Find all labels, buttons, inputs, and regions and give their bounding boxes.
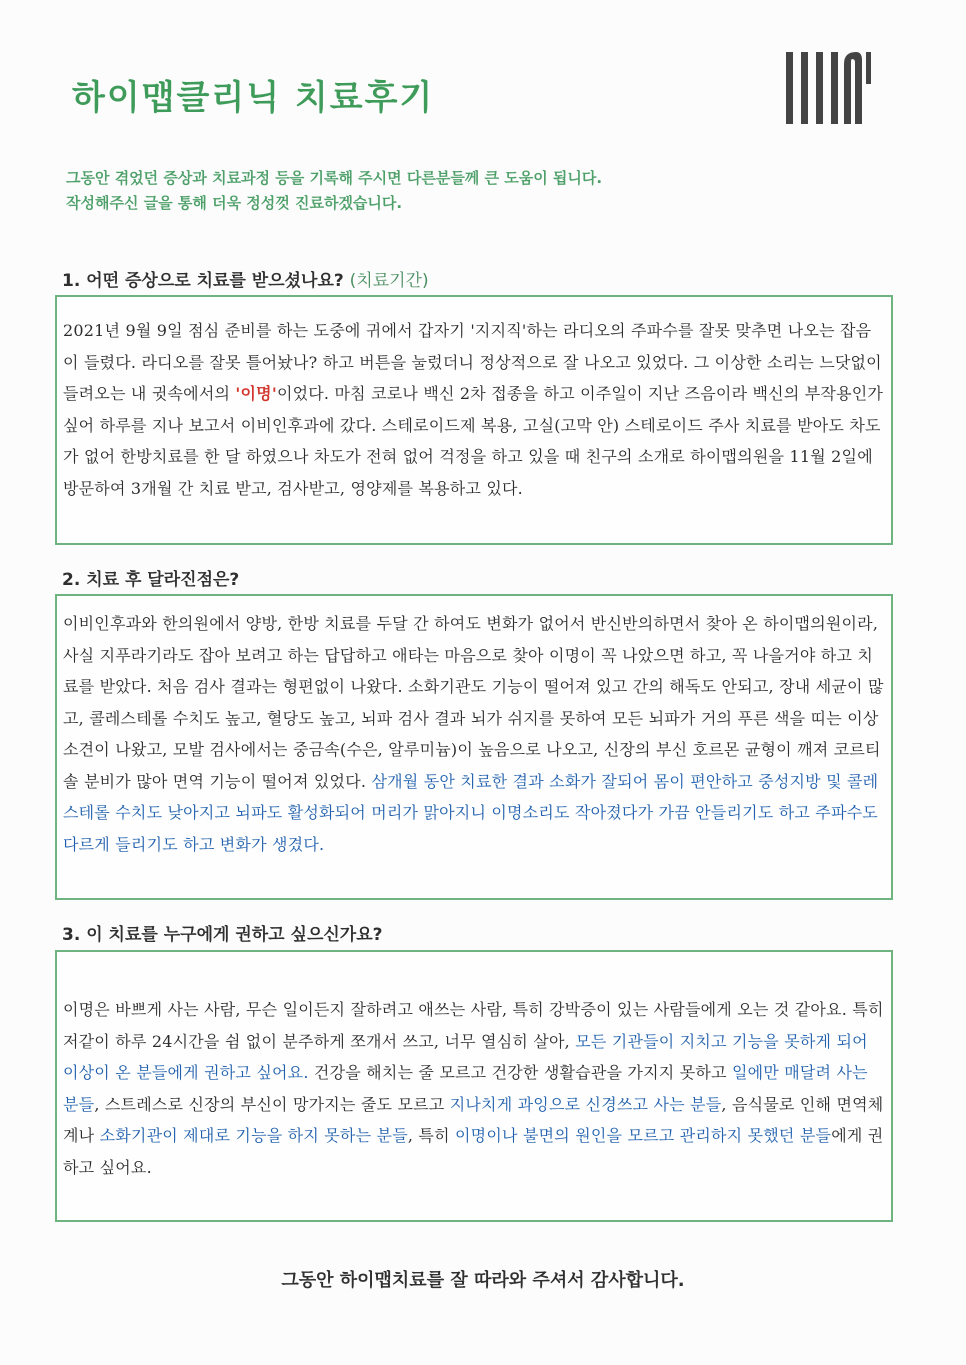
intro-text — [66, 166, 602, 216]
answer-3-box — [55, 950, 893, 1222]
answer-3-highlight: 지나치게 과잉으로 신경쓰고 사는 분들 — [449, 1094, 722, 1114]
question-1-label: 1. 어떤 증상으로 치료를 받으셨나요? — [62, 271, 344, 291]
answer-3-part: , 음식물로 인해 면역체계나 — [63, 1094, 884, 1145]
answer-1-part: 2021년 9월 9일 점심 준비를 하는 도중에 귀에서 갑자기 '지지직'하는 라디오의 주파수를 잘못 맞추면 나오는 잡음이 들렸다. 라디오를 잘못 틀어놨나? 하고 버튼을 눌렀더니 정상적으로 잘 나오고 있었다. 그 이상한 소리는 느닷없이 들려오는 내 귓속에서의 — [63, 321, 882, 403]
intro-line-1: 그동안 겪었던 증상과 치료과정 등을 기록해 주시면 다른분들께 큰 도움이 됩니다. — [66, 169, 603, 187]
himap-logo-icon — [782, 46, 872, 126]
answer-3-part: , 스트레스로 신장의 부신이 망가지는 줄도 모르고 — [94, 1094, 450, 1114]
question-2-title: 2. 치료 후 달라진점은? — [62, 570, 240, 590]
answer-3-highlight: 모든 기관들이 지치고 기능을 못하게 되어 이상이 온 분들에게 권하고 싶어요. — [63, 1031, 868, 1082]
answer-1-part: 이었다. 마침 코로나 백신 2차 접종을 하고 이주일이 지난 즈음이라 백신의 부작용인가 싶어 하루를 지나 보고서 이비인후과에 갔다. 스테로이드제 복용, 고실(고막 안) 스테로이드 주사 치료를 받아도 차도가 없어 한방치료를 한 달 하였으나 차도가 전혀 없어 걱정을 하고 있을 때 친구의 소개로 하이맵의원을 11월 2일에 방문하여 3개월 간 치료 받고, 검사받고, 영양제를 복용하고 있다. — [63, 384, 884, 498]
answer-3-part: 이명은 바쁘게 사는 사람, 무슨 일이든지 잘하려고 애쓰는 사람, 특히 강박증이 있는 사람들에게 오는 것 같아요. 특히 저같이 하루 24시간을 쉼 없이 분주하게 쪼개서 쓰고, 너무 열심히 살아, — [63, 1000, 884, 1051]
answer-2-highlight: 삼개월 동안 치료한 결과 소화가 잘되어 몸이 편안하고 중성지방 및 콜레스테롤 수치도 낮아지고 뇌파도 활성화되어 머리가 맑아지니 이명소리도 작아졌다가 가끔 안들리기도 하고 주파수도 다르게 들리기도 하고 변화가 생겼다. — [63, 771, 879, 854]
answer-1-highlight: '이명' — [235, 384, 277, 403]
question-3-title: 3. 이 치료를 누구에게 권하고 싶으신가요? — [62, 925, 383, 945]
question-1-title — [62, 266, 429, 291]
answer-3-part: , 특히 — [407, 1126, 456, 1145]
answer-3-part: 건강을 해치는 줄 모르고 건강한 생활습관을 가지지 못하고 — [308, 1063, 732, 1082]
answer-3-text — [57, 952, 891, 1183]
question-1-subtitle: (치료기간) — [349, 271, 429, 291]
answer-1-text — [57, 297, 891, 504]
answer-2-box — [55, 594, 893, 900]
answer-3-part: 에게 권하고 싶어요. — [63, 1126, 884, 1177]
answer-1-box — [55, 295, 893, 545]
answer-3-highlight: 이명이나 불면의 원인을 모르고 관리하지 못했던 분들 — [455, 1126, 832, 1145]
page-title: 하이맵클리닉 치료후기 — [72, 78, 435, 118]
answer-2-text — [57, 596, 891, 860]
intro-line-2: 작성해주신 글을 통해 더욱 정성껏 진료하겠습니다. — [66, 194, 403, 212]
closing-message: 그동안 하이맵치료를 잘 따라와 주셔서 감사합니다. — [281, 1270, 685, 1291]
answer-3-highlight: 소화기관이 제대로 기능을 하지 못하는 분들 — [99, 1126, 408, 1145]
answer-2-part: 이비인후과와 한의원에서 양방, 한방 치료를 두달 간 하여도 변화가 없어서 반신반의하면서 찾아 온 하이맵의원이라, 사실 지푸라기라도 잡아 보려고 하는 답답하고 애타는 마음으로 찾아 이명이 꼭 나았으면 하고, 꼭 나을거야 하고 치료를 받았다. 처음 검사 결과는 형편없이 나왔다. 소화기관도 기능이 떨어져 있고 간의 해독도 안되고, 장내 세균이 많고, 콜레스테롤 수치도 높고, 혈당도 높고, 뇌파 검사 결과 뇌가 쉬지를 못하여 모든 뇌파가 거의 푸른 색을 띠는 이상 소견이 나왔고, 모발 검사에서는 중금속(수은, 알루미늄)이 높음으로 나오고, 신장의 부신 호르몬 균형이 깨져 코르티솔 분비가 많아 면역 기능이 떨어져 있었다. — [63, 614, 884, 791]
answer-3-highlight: 일에만 매달려 사는 분들 — [63, 1063, 868, 1114]
